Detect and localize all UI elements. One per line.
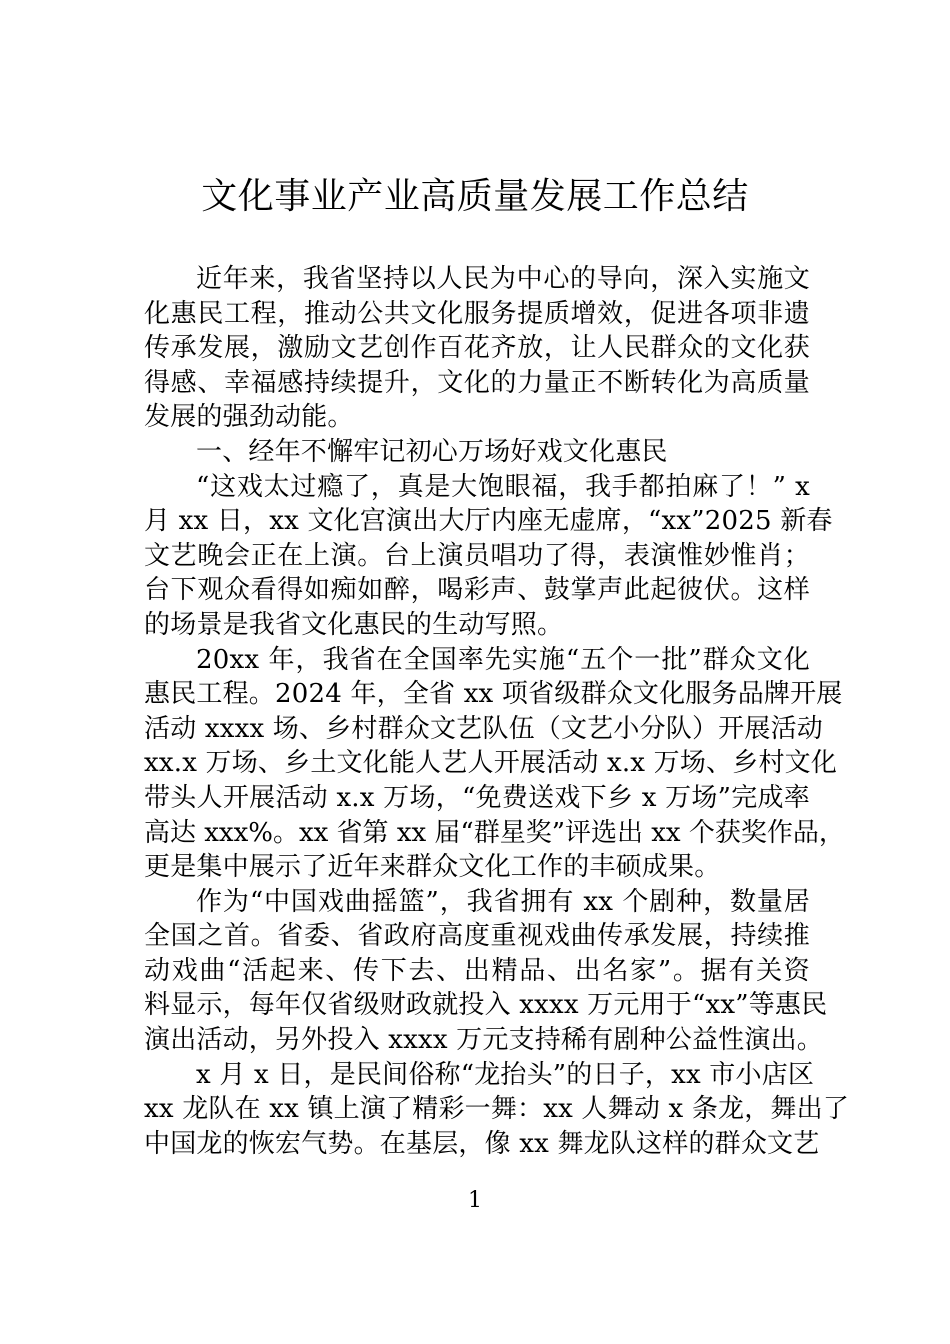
- document-title: 文化事业产业高质量发展工作总结: [201, 176, 749, 217]
- page-number: 1: [468, 1188, 482, 1213]
- paragraph-line: 动戏曲“活起来、传下去、出精品、出名家”。据有关资: [144, 955, 810, 986]
- paragraph-line: 更是集中展示了近年来群众文化工作的丰硕成果。: [144, 852, 721, 883]
- paragraph-line: xx.x 万场、乡土文化能人艺人开展活动 x.x 万场、乡村文化: [144, 748, 838, 779]
- paragraph-line: 惠民工程。2024 年，全省 xx 项省级群众文化服务品牌开展: [144, 679, 843, 710]
- paragraph-line: xx 龙队在 xx 镇上演了精彩一舞：xx 人舞动 x 条龙，舞出了: [144, 1094, 850, 1125]
- paragraph-line: 高达 xxx%。xx 省第 xx 届“群星奖”评选出 xx 个获奖作品，: [144, 817, 845, 848]
- paragraph-line: x 月 x 日，是民间俗称“龙抬头”的日子，xx 市小店区: [196, 1059, 815, 1090]
- paragraph-line: 全国之首。省委、省政府高度重视戏曲传承发展，持续推: [144, 921, 810, 952]
- paragraph-line: 化惠民工程，推动公共文化服务提质增效，促进各项非遗: [144, 298, 810, 329]
- paragraph-line: 发展的强劲动能。: [144, 402, 354, 433]
- paragraph-line: 20xx 年，我省在全国率先实施“五个一批”群众文化: [196, 644, 810, 675]
- paragraph-line: “这戏太过瘾了，真是大饱眼福，我手都拍麻了！” x: [196, 471, 810, 502]
- paragraph-line: 带头人开展活动 x.x 万场，“免费送戏下乡 x 万场”完成率: [144, 782, 810, 813]
- paragraph-line: 作为“中国戏曲摇篮”，我省拥有 xx 个剧种，数量居: [196, 886, 810, 917]
- paragraph-line: 文艺晚会正在上演。台上演员唱功了得，表演惟妙惟肖；: [144, 540, 810, 571]
- paragraph-line: 演出活动，另外投入 xxxx 万元支持稀有剧种公益性演出。: [144, 1025, 823, 1056]
- paragraph-line: 活动 xxxx 场、乡村群众文艺队伍（文艺小分队）开展活动: [144, 713, 823, 744]
- paragraph-line: 中国龙的恢宏气势。在基层，像 xx 舞龙队这样的群众文艺: [144, 1128, 820, 1159]
- paragraph-line: 传承发展，激励文艺创作百花齐放，让人民群众的文化获: [144, 333, 810, 364]
- paragraph-line: 得感、幸福感持续提升，文化的力量正不断转化为高质量: [144, 367, 810, 398]
- paragraph-line: 月 xx 日，xx 文化宫演出大厅内座无虚席，“xx”2025 新春: [144, 506, 833, 537]
- document-body: [144, 262, 850, 1161]
- paragraph-line: 台下观众看得如痴如醉，喝彩声、鼓掌声此起彼伏。这样: [144, 575, 810, 606]
- paragraph-line: 料显示，每年仅省级财政就投入 xxxx 万元用于“xx”等惠民: [144, 990, 828, 1021]
- section-heading: 一、经年不懈牢记初心万场好戏文化惠民: [196, 436, 668, 467]
- paragraph-line: 的场景是我省文化惠民的生动写照。: [144, 609, 564, 640]
- paragraph-line: 近年来，我省坚持以人民为中心的导向，深入实施文: [196, 264, 810, 294]
